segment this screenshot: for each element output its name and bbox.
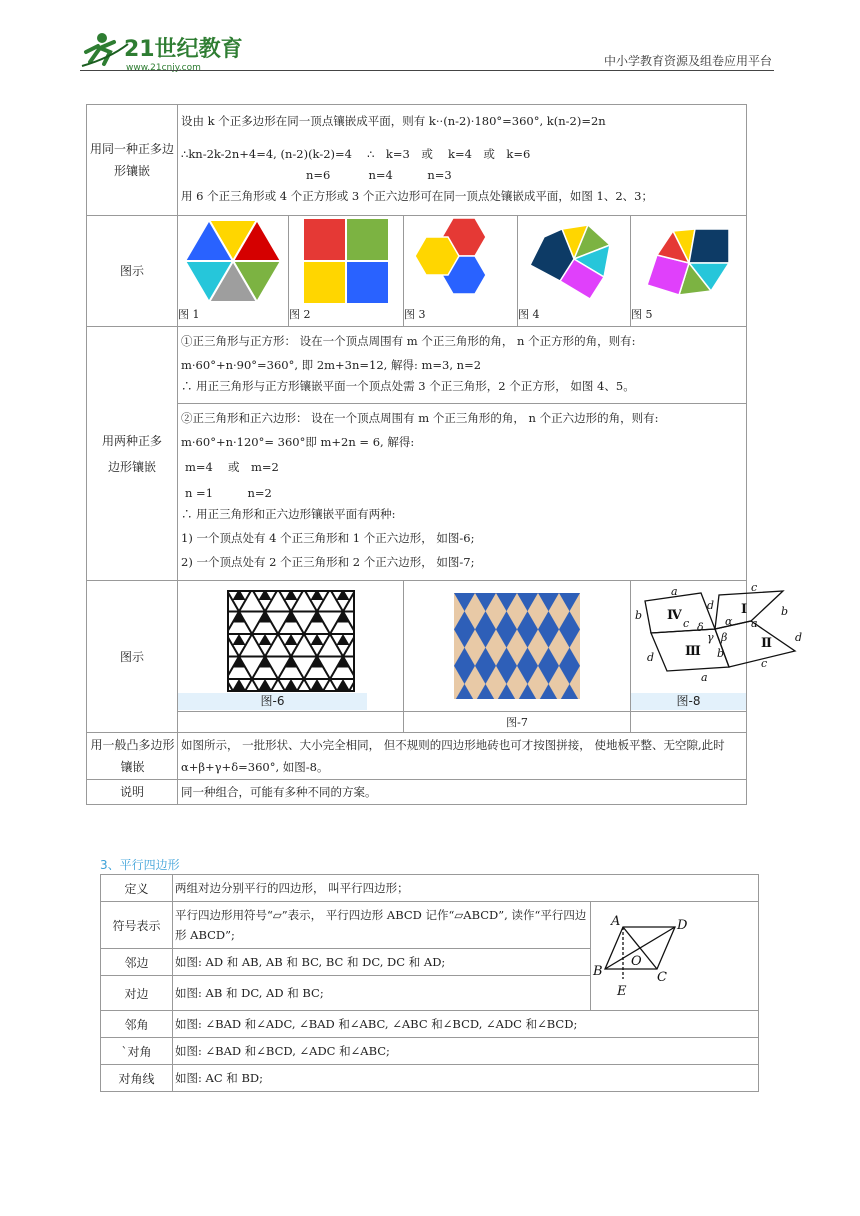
row-convex-polygon xyxy=(87,733,747,780)
row-diagonals xyxy=(101,1065,759,1092)
row-label: 用同一种正多边形镶嵌 xyxy=(87,105,178,216)
vertex-a-label: A xyxy=(611,913,621,929)
text-line: m=4 或 m=2 xyxy=(185,460,279,474)
row-content xyxy=(178,105,747,216)
vertex-b-label: B xyxy=(593,963,603,979)
text-line: m·60°+n·120°= 360°即 m+2n = 6, 解得: xyxy=(181,435,415,449)
empty-cell xyxy=(631,712,747,733)
row-content: 两组对边分别平行的四边形， 叫平行四边形； xyxy=(173,875,759,902)
figure-4-cell xyxy=(518,216,631,327)
header-rule xyxy=(80,70,774,71)
label-c: c xyxy=(751,581,758,594)
logo-url: www.21cnjy.com xyxy=(126,63,201,73)
figure-caption: 图 1 xyxy=(178,308,200,321)
header-platform-name: 中小学教育资源及组卷应用平台 xyxy=(603,54,772,68)
text-line: ①正三角形与正方形： 设在一个顶点周围有 m 个正三角形的角， n 个正方形的角，则有: xyxy=(181,334,636,348)
row-opposite-angles xyxy=(101,1038,759,1065)
row-adjacent-angles xyxy=(101,1011,759,1038)
label-b: b xyxy=(635,609,643,622)
label-alpha: α xyxy=(725,615,733,628)
label-b: b xyxy=(717,647,725,660)
row-content: 如图: AD 和 AB, AB 和 BC, BC 和 DC, DC 和 AD; xyxy=(173,949,591,976)
figure-caption: 图 3 xyxy=(404,308,426,321)
row-label xyxy=(87,327,178,581)
row-label: 说明 xyxy=(87,780,178,805)
row-two-polygons-a xyxy=(87,327,747,404)
label-delta: δ xyxy=(697,621,704,634)
site-logo xyxy=(80,28,250,74)
text-line: ②正三角形和正六边形： 设在一个顶点周围有 m 个正三角形的角， n 个正六边形的角，则有: xyxy=(181,411,659,425)
text-line: n=6 n=4 n=3 xyxy=(306,168,452,182)
kagome-pattern-figure xyxy=(178,581,403,693)
row-figures-1 xyxy=(87,216,747,327)
three-hexagons-figure xyxy=(404,216,517,306)
empty-cell xyxy=(178,712,404,733)
label-ii: Ⅱ xyxy=(761,636,772,651)
text-line: 用 6 个正三角形或 4 个正方形或 3 个正六边形可在同一顶点处镶嵌成平面，如图 1、2、3； xyxy=(181,189,653,203)
parallelogram-figure-cell xyxy=(591,902,759,1011)
row-label: 图示 xyxy=(87,581,178,733)
figure-5-cell xyxy=(631,216,747,327)
center-o-label: O xyxy=(631,953,642,969)
text-line: ∴ 用正三角形和正六边形镶嵌平面有两种: xyxy=(181,507,396,521)
row-content: 如图: AC 和 BD; xyxy=(173,1065,759,1092)
row-figures-2 xyxy=(87,581,747,712)
label-i: Ⅰ xyxy=(741,602,748,617)
row-label: 邻边 xyxy=(101,949,173,976)
label-a: a xyxy=(671,585,678,598)
row-content xyxy=(178,327,747,404)
figure-3-cell xyxy=(404,216,518,327)
row-content: 如图所示， 一批形状、大小完全相同， 但不规则的四边形地砖也可才按图拼接， 使地板平整、无空隙,此时α+β+γ+δ=360°, 如图-8。 xyxy=(178,733,747,780)
parallelogram-table xyxy=(100,874,759,1092)
row-label xyxy=(87,733,178,780)
figure-7-caption: 图-7 xyxy=(404,712,631,733)
label-d: d xyxy=(795,631,803,644)
row-label: 定义 xyxy=(101,875,173,902)
row-label: 对边 xyxy=(101,976,173,1011)
label-iii: Ⅲ xyxy=(685,644,701,659)
label-c: c xyxy=(761,657,768,670)
row-label: 图示 xyxy=(87,216,178,327)
row-label-text: 用一般凸多边形镶嵌 xyxy=(90,738,175,774)
figure-caption: 图 2 xyxy=(289,308,311,321)
label-b: b xyxy=(781,605,789,618)
text-line: 设由 k 个正多边形在同一顶点镶嵌成平面，则有 k··(n-2)·180°=360°, k(n-2)=2n xyxy=(181,114,606,128)
label-beta: β xyxy=(721,631,728,644)
row-figures-2-captions xyxy=(87,712,747,733)
row-content: 如图: ∠BAD 和∠BCD, ∠ADC 和∠ABC; xyxy=(173,1038,759,1065)
quadrilateral-tiling-figure xyxy=(631,581,803,693)
parallelogram-figure xyxy=(591,905,757,1005)
triangles-squares-figure-a xyxy=(518,216,630,306)
figure-caption: 图 5 xyxy=(631,308,653,321)
row-note xyxy=(87,780,747,805)
label-a: a xyxy=(701,671,708,684)
figure-7-cell xyxy=(404,581,631,712)
figure-6-cell xyxy=(178,581,404,712)
figure-1-cell xyxy=(178,216,289,327)
row-content xyxy=(178,404,747,581)
text-line: m·60°+n·90°=360°, 即 2m+3n=12, 解得: m=3, n=2 xyxy=(181,358,482,372)
row-symbol xyxy=(101,902,759,949)
row-two-polygons-b xyxy=(87,404,747,581)
four-squares-figure xyxy=(289,216,403,306)
text-line: n =1 n=2 xyxy=(185,486,272,500)
logo-text: 21世纪教育 xyxy=(124,37,243,62)
section-title: 3、平行四边形 xyxy=(100,858,180,872)
figure-6-label: 图-6 xyxy=(178,693,367,710)
label-d: d xyxy=(647,651,655,664)
text-line: 2) 一个顶点处有 2 个正三角形和 2 个正六边形， 如图-7; xyxy=(181,555,475,569)
figure-8-cell xyxy=(631,581,803,712)
point-e-label: E xyxy=(617,983,627,999)
row-label-text: 用两种正多边形镶嵌 xyxy=(102,433,163,474)
label-d: d xyxy=(707,599,715,612)
text-line: ∴kn-2k-2n+4=4, (n-2)(k-2)=4 ∴ k=3 或 k=4 或 k=6 xyxy=(181,147,531,161)
label-c: c xyxy=(683,617,690,630)
row-label: `对角 xyxy=(101,1038,173,1065)
row-definition xyxy=(101,875,759,902)
row-content: 如图: AB 和 DC, AD 和 BC; xyxy=(173,976,591,1011)
star-hexagon-pattern-figure xyxy=(404,593,630,699)
tessellation-table xyxy=(86,104,803,805)
triangles-squares-figure-b xyxy=(631,216,746,306)
row-label: 符号表示 xyxy=(101,902,173,949)
row-content: 如图: ∠BAD 和∠ADC, ∠BAD 和∠ABC, ∠ABC 和∠BCD, ∠ADC 和∠BCD; xyxy=(173,1011,759,1038)
label-gamma: γ xyxy=(707,631,714,644)
row-same-polygon xyxy=(87,105,747,216)
vertex-c-label: C xyxy=(657,969,667,985)
row-label: 邻角 xyxy=(101,1011,173,1038)
figure-caption: 图 4 xyxy=(518,308,540,321)
vertex-d-label: D xyxy=(677,917,688,933)
text-line: ∴ 用正三角形与正方形镶嵌平面一个顶点处需 3 个正三角形，2 个正方形， 如图 4、5。 xyxy=(181,379,635,393)
label-iv: Ⅳ xyxy=(667,608,682,623)
figure-2-cell xyxy=(289,216,404,327)
row-label: 对角线 xyxy=(101,1065,173,1092)
figure-8-label: 图-8 xyxy=(631,693,746,710)
text-line: 1) 一个顶点处有 4 个正三角形和 1 个正六边形， 如图-6; xyxy=(181,531,475,545)
row-content: 同一种组合，可能有多种不同的方案。 xyxy=(178,780,747,805)
row-content: 平行四边形用符号“▱”表示， 平行四边形 ABCD 记作“▱ABCD”, 读作“平行四边形 ABCD”; xyxy=(173,902,591,949)
label-a: a xyxy=(751,617,758,630)
hexagon-six-triangles-figure xyxy=(178,216,288,306)
